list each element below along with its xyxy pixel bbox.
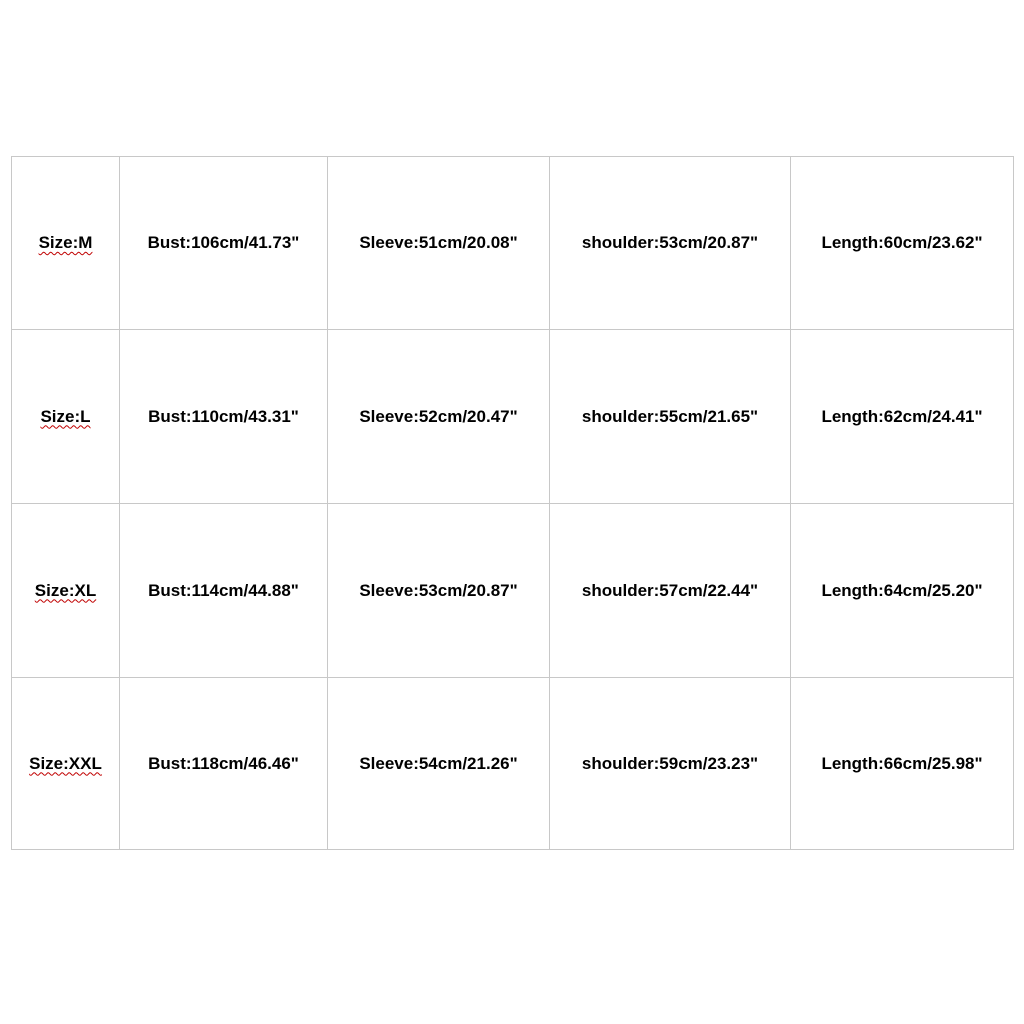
size-cell bbox=[12, 157, 120, 330]
length-cell: Length:64cm/25.20" bbox=[791, 504, 1014, 678]
sleeve-cell: Sleeve:52cm/20.47" bbox=[328, 330, 550, 504]
shoulder-cell: shoulder:59cm/23.23" bbox=[550, 678, 791, 850]
sleeve-cell: Sleeve:53cm/20.87" bbox=[328, 504, 550, 678]
shoulder-cell: shoulder:53cm/20.87" bbox=[550, 157, 791, 330]
size-label: Size:M bbox=[38, 233, 93, 252]
size-cell bbox=[12, 330, 120, 504]
sleeve-cell: Sleeve:54cm/21.26" bbox=[328, 678, 550, 850]
size-chart-table bbox=[11, 156, 1014, 850]
bust-cell: Bust:106cm/41.73" bbox=[120, 157, 328, 330]
size-label: Size:XL bbox=[34, 580, 97, 600]
size-label: Size:L bbox=[40, 406, 91, 426]
length-cell: Length:62cm/24.41" bbox=[791, 330, 1014, 504]
length-cell: Length:66cm/25.98" bbox=[791, 678, 1014, 850]
table-row bbox=[12, 330, 1014, 504]
shoulder-cell: shoulder:57cm/22.44" bbox=[550, 504, 791, 678]
length-cell: Length:60cm/23.62" bbox=[791, 157, 1014, 330]
bust-cell: Bust:114cm/44.88" bbox=[120, 504, 328, 678]
sleeve-cell: Sleeve:51cm/20.08" bbox=[328, 157, 550, 330]
table-row bbox=[12, 504, 1014, 678]
bust-cell: Bust:118cm/46.46" bbox=[120, 678, 328, 850]
table-row bbox=[12, 678, 1014, 850]
size-label: Size:XXL bbox=[29, 753, 102, 773]
table-row bbox=[12, 157, 1014, 330]
size-cell bbox=[12, 678, 120, 850]
shoulder-cell: shoulder:55cm/21.65" bbox=[550, 330, 791, 504]
size-cell bbox=[12, 504, 120, 678]
bust-cell: Bust:110cm/43.31" bbox=[120, 330, 328, 504]
